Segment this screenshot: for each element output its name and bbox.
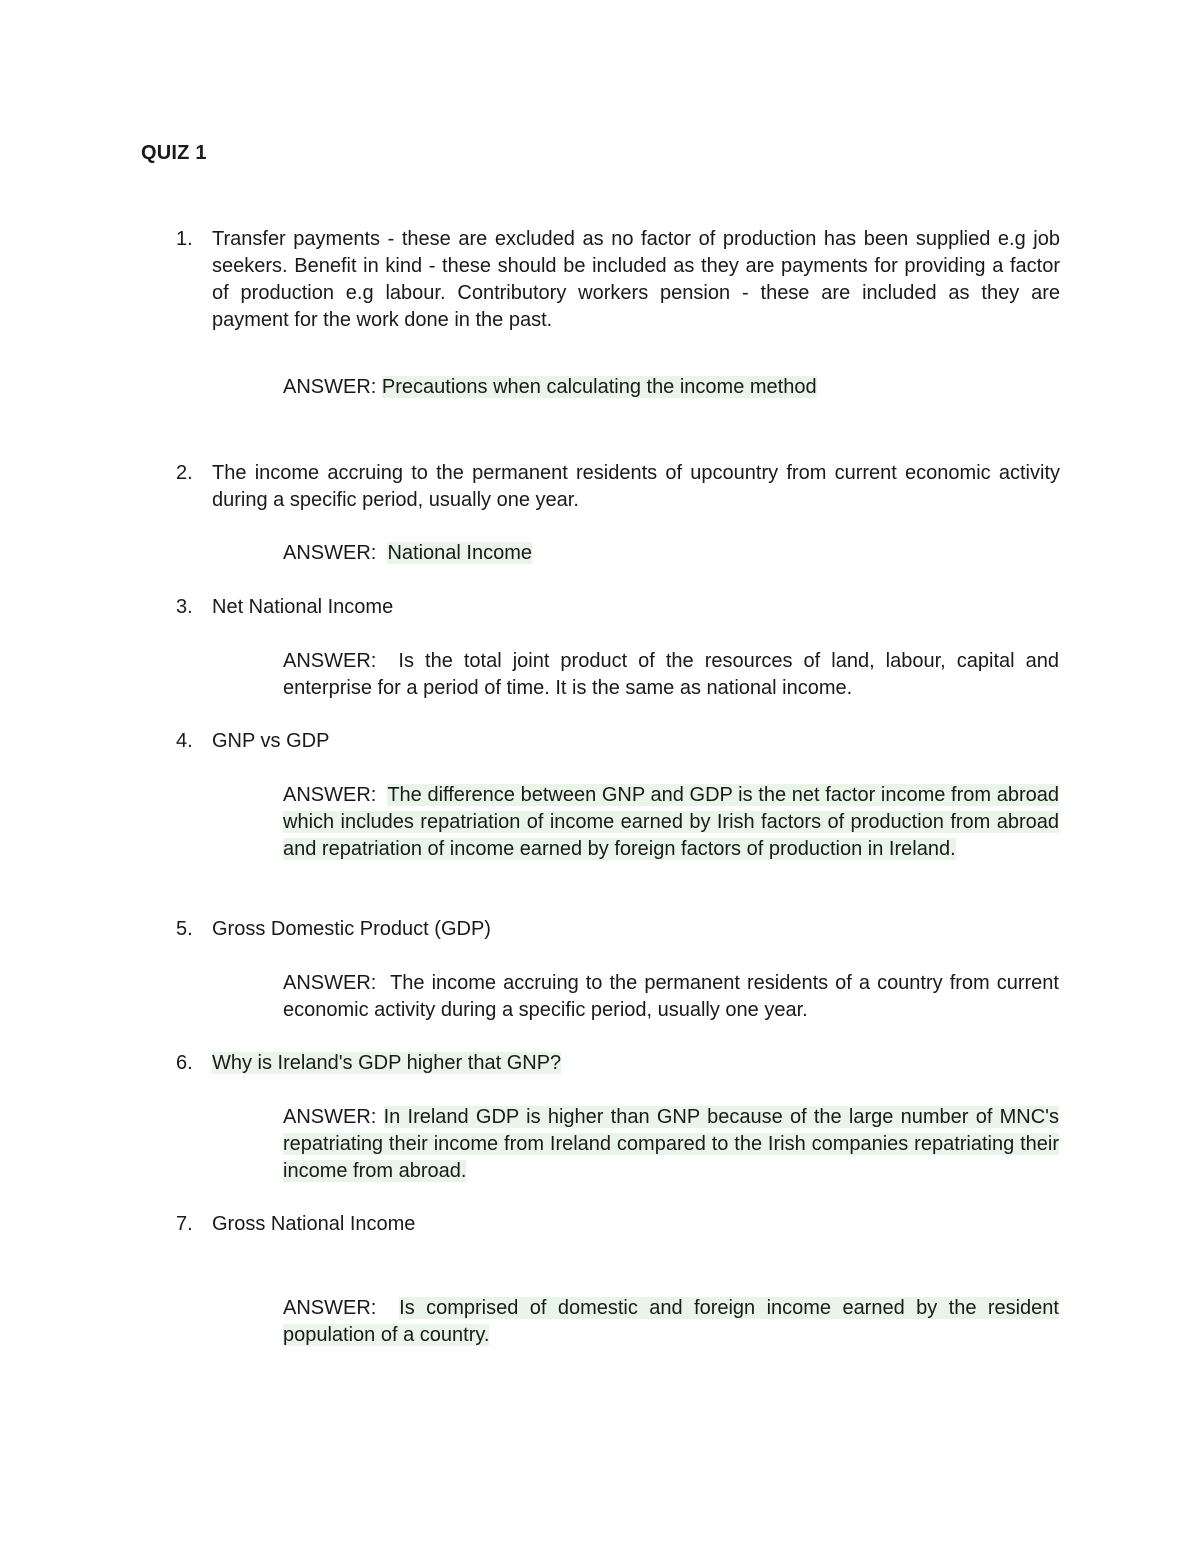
item-number: 2.: [176, 462, 193, 484]
answer-text: Is comprised of domestic and foreign income earned by the resident population of a country.: [283, 1297, 1059, 1346]
item-answer: [283, 374, 1059, 401]
answer-text: The difference between GNP and GDP is the net factor income from abroad which includes repatriation of income earned by Irish factors of production from abroad and repatriation of income earned by foreign factors of production in Ireland.: [283, 784, 1059, 860]
answer-label: ANSWER:: [283, 1297, 377, 1319]
answer-label: ANSWER:: [283, 376, 377, 398]
item-number: 6.: [176, 1052, 193, 1074]
item-question: Transfer payments - these are excluded as no factor of production has been supplied e.g job seekers. Benefit in kind - these should be included as they are payments for providing a factor of production e.g labour. Contributory workers pension - these are included as they are payment for the work done in the past.: [212, 228, 1060, 331]
item-number: 5.: [176, 918, 193, 940]
quiz-title: QUIZ 1: [141, 142, 207, 164]
item-number: 7.: [176, 1213, 193, 1235]
item-answer: [283, 648, 1059, 702]
answer-label: ANSWER:: [283, 650, 377, 672]
item-answer: [283, 1295, 1059, 1349]
question-text: Why is Ireland's GDP higher that GNP?: [212, 1052, 562, 1074]
item-number: 4.: [176, 730, 193, 752]
item-answer: [283, 540, 1059, 567]
item-answer: [283, 970, 1059, 1024]
item-question: [212, 1050, 1060, 1077]
answer-label: ANSWER:: [283, 784, 377, 806]
answer-label: ANSWER:: [283, 972, 377, 994]
item-answer: [283, 782, 1059, 863]
item-number: 1.: [176, 228, 193, 250]
answer-label: ANSWER:: [283, 1106, 377, 1128]
answer-text: National Income: [387, 542, 532, 564]
item-question: Net National Income: [212, 596, 394, 618]
item-question: Gross National Income: [212, 1213, 416, 1235]
answer-text: In Ireland GDP is higher than GNP because of the large number of MNC's repatriating their income from Ireland compared to the Irish companies repatriating their income from abroad.: [283, 1106, 1059, 1182]
answer-label: ANSWER:: [283, 542, 377, 564]
answer-text: The income accruing to the permanent residents of a country from current economic activity during a specific period, usually one year.: [283, 972, 1059, 1021]
item-question: The income accruing to the permanent residents of upcountry from current economic activity during a specific period, usually one year.: [212, 462, 1060, 511]
answer-text: Is the total joint product of the resources of land, labour, capital and enterprise for a period of time. It is the same as national income.: [283, 650, 1059, 699]
answer-text: Precautions when calculating the income method: [381, 376, 817, 398]
item-answer: [283, 1104, 1059, 1185]
item-question: GNP vs GDP: [212, 730, 330, 752]
item-question: Gross Domestic Product (GDP): [212, 918, 491, 940]
item-number: 3.: [176, 596, 193, 618]
